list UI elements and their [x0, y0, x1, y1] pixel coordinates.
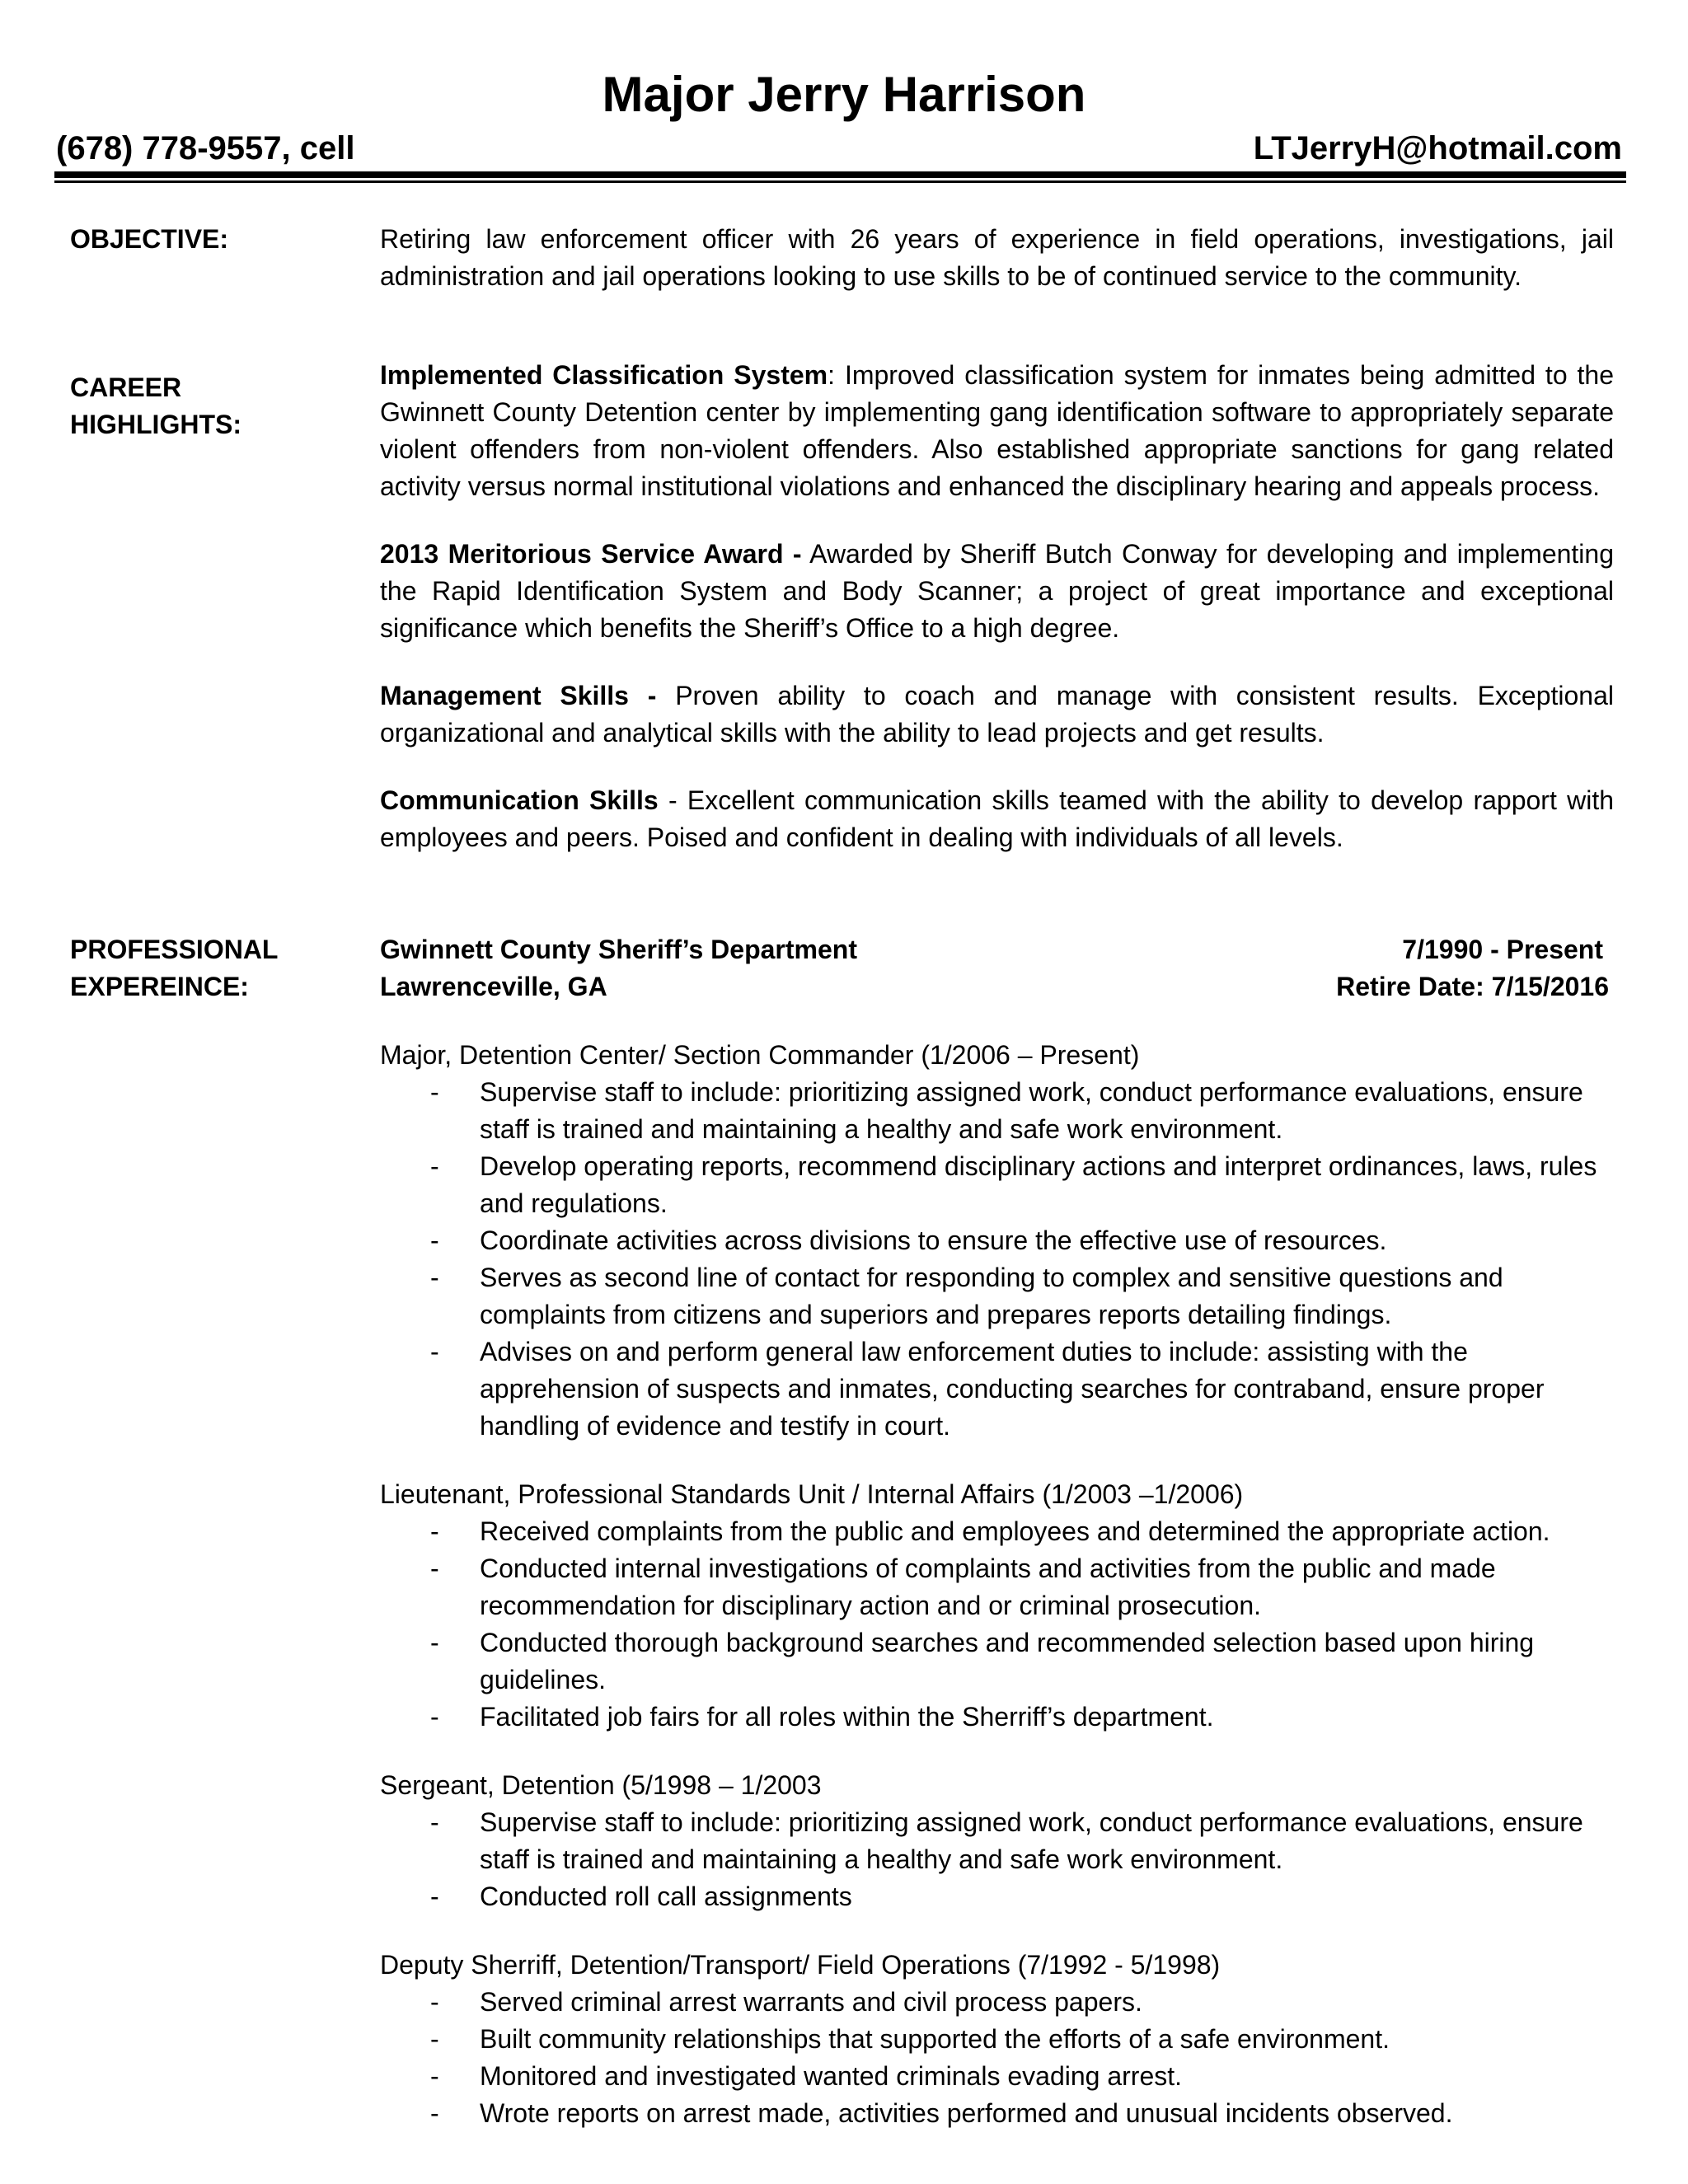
location-row	[380, 968, 1614, 1005]
duty-list	[380, 1984, 1614, 2132]
duty-text: Served criminal arrest warrants and civil process papers.	[480, 1987, 1142, 2017]
duty-item: - Conducted thorough background searches and recommended selection based upon hiring guidelines.	[430, 1628, 1535, 1694]
objective-section	[380, 221, 1614, 295]
highlight-text: Excellent communication skills teamed with the ability to develop rapport with employees and peers. Poised and confident in dealing with individuals of all levels.	[380, 785, 1615, 852]
highlight-item	[380, 677, 1614, 752]
duty-text: Coordinate activities across divisions to ensure the effective use of resources.	[480, 1226, 1387, 1255]
highlight-item	[380, 782, 1614, 856]
highlight-item	[380, 357, 1614, 505]
role-title: Major, Detention Center/ Section Commander (1/2006 – Present)	[380, 1040, 1140, 1070]
duty-text: Conducted internal investigations of complaints and activities from the public and made recommendation for disciplinary action and or criminal prosecution.	[480, 1554, 1496, 1620]
highlight-title: 2013 Meritorious Service Award -	[380, 539, 802, 569]
candidate-name: Major Jerry Harrison	[602, 67, 1086, 122]
duty-item: - Develop operating reports, recommend disciplinary actions and interpret ordinances, laws, rules and regulations.	[430, 1151, 1597, 1218]
duty-text: Received complaints from the public and employees and determined the appropriate action.	[480, 1516, 1550, 1546]
duty-item: - Conducted internal investigations of complaints and activities from the public and made recommendation for disciplinary action and or criminal prosecution.	[430, 1554, 1496, 1620]
highlight-separator	[802, 539, 810, 569]
experience-label-line1: PROFESSIONAL	[70, 935, 279, 964]
duty-item: - Advises on and perform general law enforcement duties to include: assisting with the apprehension of suspects and inmates, conducting searches for contraband, ensure proper handling of evidence and testify in court.	[430, 1337, 1545, 1441]
employer-location: Lawrenceville, GA	[380, 972, 607, 1001]
duty-text: Conducted thorough background searches and recommended selection based upon hiring guidelines.	[480, 1628, 1535, 1694]
duty-item: - Supervise staff to include: prioritizing assigned work, conduct performance evaluations, ensure staff is trained and maintaining a healthy and safe work environment.	[430, 1807, 1583, 1874]
role-block	[380, 1037, 1614, 1445]
duty-item: - Coordinate activities across divisions to ensure the effective use of resources.	[430, 1226, 1387, 1255]
employer-row	[380, 931, 1614, 968]
duty-item: - Built community relationships that supported the efforts of a safe environment.	[430, 2024, 1390, 2054]
duty-text: Advises on and perform general law enforcement duties to include: assisting with the apprehension of suspects and inmates, conducting searches for contraband, ensure proper handling of evidence and testify in court.	[480, 1337, 1545, 1441]
employment-dates: 7/1990 - Present	[1402, 935, 1603, 964]
highlight-title: Communication Skills	[380, 785, 659, 815]
objective-text: Retiring law enforcement officer with 26 years of experience in field operations, investigations, jail administration and jail operations looking to use skills to be of continued service to the community.	[380, 224, 1614, 291]
role-title: Lieutenant, Professional Standards Unit / Internal Affairs (1/2003 –1/2006)	[380, 1479, 1244, 1509]
duty-item: - Conducted roll call assignments	[430, 1882, 852, 1911]
experience-label	[70, 931, 342, 1005]
duty-item: - Supervise staff to include: prioritizing assigned work, conduct performance evaluations, ensure staff is trained and maintaining a healthy and safe work environment.	[430, 1077, 1583, 1144]
highlight-title: Management Skills -	[380, 681, 657, 710]
career-highlights-section	[380, 357, 1614, 856]
duty-item: - Received complaints from the public and employees and determined the appropriate action.	[430, 1516, 1550, 1546]
highlight-item	[380, 536, 1614, 647]
duty-item: - Served criminal arrest warrants and civil process papers.	[430, 1987, 1142, 2017]
role-block	[380, 1767, 1614, 1915]
highlight-text: Proven ability to coach and manage with consistent results. Exceptional organizational and analytical skills with the ability to lead projects and get results.	[380, 681, 1615, 748]
header-divider	[54, 171, 1626, 183]
highlight-text: Improved classification system for inmates being admitted to the Gwinnett County Detention center by implementing gang identification software to appropriately separate violent offenders from non-violent offenders. Also established appropriate sanctions for gang related activity versus normal institutional violations and enhanced the disciplinary hearing and appeals process.	[380, 360, 1615, 501]
duty-text: Supervise staff to include: prioritizing assigned work, conduct performance evaluations, ensure staff is trained and maintaining a healthy and safe work environment.	[480, 1807, 1583, 1874]
duty-list	[380, 1513, 1614, 1736]
duty-text: Wrote reports on arrest made, activities performed and unusual incidents observed.	[480, 2098, 1453, 2128]
role-title: Sergeant, Detention (5/1998 – 1/2003	[380, 1770, 822, 1800]
role-block	[380, 1947, 1614, 2132]
duty-text: Develop operating reports, recommend disciplinary actions and interpret ordinances, laws, rules and regulations.	[480, 1151, 1597, 1218]
career-highlights-label: CAREER HIGHLIGHTS:	[70, 373, 241, 439]
objective-label: OBJECTIVE:	[70, 224, 229, 254]
duty-text: Conducted roll call assignments	[480, 1882, 852, 1911]
highlight-separator: -	[658, 785, 687, 815]
duty-item: - Facilitated job fairs for all roles within the Sherriff’s department.	[430, 1702, 1214, 1732]
duty-text: Serves as second line of contact for responding to complex and sensitive questions and complaints from citizens and superiors and prepares reports detailing findings.	[480, 1263, 1503, 1329]
duty-list	[380, 1074, 1614, 1445]
duty-text: Monitored and investigated wanted criminals evading arrest.	[480, 2061, 1183, 2091]
duty-text: Facilitated job fairs for all roles within the Sherriff’s department.	[480, 1702, 1214, 1732]
highlight-separator	[656, 681, 675, 710]
experience-label-line2: EXPEREINCE:	[70, 972, 249, 1001]
highlight-separator: :	[828, 360, 845, 390]
role-block	[380, 1476, 1614, 1736]
phone-number: (678) 778-9557, cell	[56, 130, 355, 166]
duty-item: - Serves as second line of contact for responding to complex and sensitive questions and complaints from citizens and superiors and prepares reports detailing findings.	[430, 1263, 1503, 1329]
email-address: LTJerryH@hotmail.com	[1253, 130, 1622, 166]
duty-text: Built community relationships that supported the efforts of a safe environment.	[480, 2024, 1390, 2054]
highlight-text: Awarded by Sheriff Butch Conway for developing and implementing the Rapid Identification System and Body Scanner; a project of great importance and exceptional significance which benefits the Sheriff’s Office to a high degree.	[380, 539, 1614, 643]
duty-item: - Monitored and investigated wanted criminals evading arrest.	[430, 2061, 1183, 2091]
employer-name: Gwinnett County Sheriff’s Department	[380, 935, 857, 964]
role-title: Deputy Sherriff, Detention/Transport/ Field Operations (7/1992 - 5/1998)	[380, 1950, 1221, 1980]
duty-list	[380, 1804, 1614, 1915]
duty-item: - Wrote reports on arrest made, activities performed and unusual incidents observed.	[430, 2098, 1453, 2128]
highlight-title: Implemented Classification System	[380, 360, 828, 390]
duty-text: Supervise staff to include: prioritizing assigned work, conduct performance evaluations, ensure staff is trained and maintaining a healthy and safe work environment.	[480, 1077, 1583, 1144]
retire-date: Retire Date: 7/15/2016	[1336, 972, 1609, 1001]
experience-section	[380, 931, 1614, 2132]
contact-row	[56, 125, 1622, 171]
